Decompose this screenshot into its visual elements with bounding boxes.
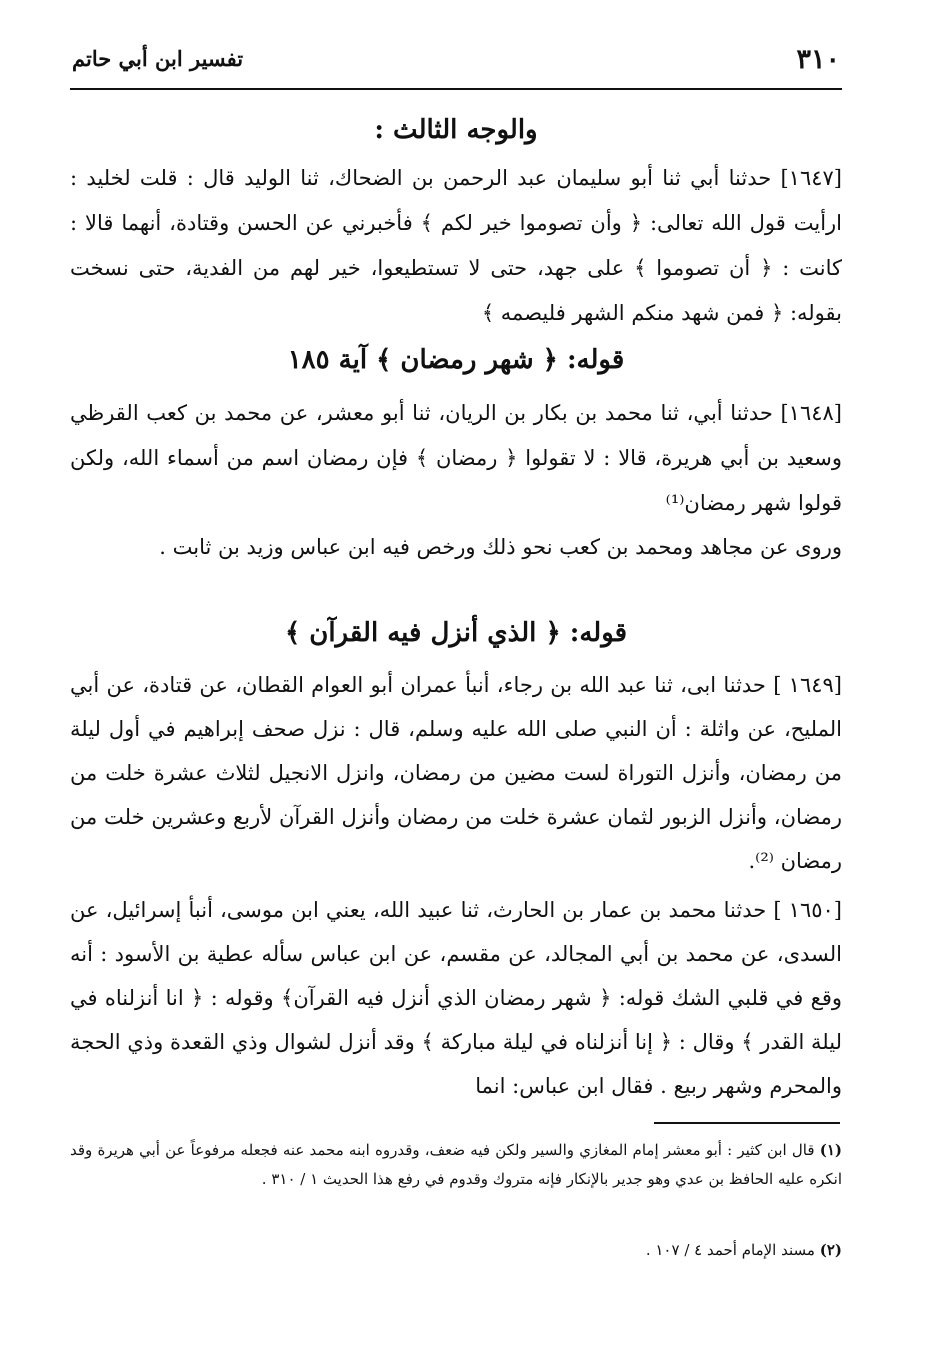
footnote-1-text: قال ابن كثير : أبو معشر إمام المغازي والسير ولكن فيه ضعف، وقدروه ابنه محمد عنه فجعله مرفوعاً عن أبي هريرة وقد انكره عليه الحافظ بن عدي وهو جدير بالإنكار فإنه متروك وقدوم في رفع هذا الحديث ١ / ٣١٠ . xyxy=(70,1141,842,1188)
paragraph-1647: [١٦٤٧] حدثنا أبي ثنا أبو سليمان عبد الرحمن بن الضحاك، ثنا الوليد قال : قلت لخليد : ارأيت قول الله تعالى: ﴿ وأن تصوموا خير لكم ﴾ فأخبرني عن الحسن وقتادة، أنهما قالا : كانت : ﴿ أن تصوموا ﴾ على جهد، حتى لا تستطيعوا، خير لهم من الفدية، حتى نسخت بقوله: ﴿ فمن شهد منكم الشهر فليصمه ﴾ xyxy=(70,166,842,325)
footnote-2-number: (٢) xyxy=(819,1241,842,1259)
footnote-2-text: مسند الإمام أحمد ٤ / ١٠٧ . xyxy=(645,1241,815,1259)
section-heading-shahr-ramadan: قوله: ﴿ شهر رمضان ﴾ آية ١٨٥ xyxy=(287,345,625,375)
running-title: تفسير ابن أبي حاتم xyxy=(72,46,244,71)
paragraph-1648: [١٦٤٨] حدثنا أبي، ثنا محمد بن بكار بن الريان، ثنا أبو معشر، عن محمد بن كعب القرظي وسعيد بن أبي هريرة، قالا : لا تقولوا ﴿ رمضان ﴾ فإن رمضان اسم من أسماء الله، ولكن قولوا شهر رمضان⁽¹⁾ xyxy=(70,401,842,515)
section-heading-third-aspect: والوجه الثالث : xyxy=(374,115,538,145)
page-number: ٣١٠ xyxy=(796,44,840,75)
footnote-1-number: (١) xyxy=(819,1141,842,1159)
paragraph-1649: [١٦٤٩ ] حدثنا ابى، ثنا عبد الله بن رجاء، أنبأ عمران أبو العوام القطان، عن قتادة، عن أبي المليح، عن واثلة : أن النبي صلى الله عليه وسلم، قال : نزل صحف إبراهيم في أول ليلة من رمضان، وأنزل التوراة لست مضين من رمضان، وانزل الانجيل لثلاث عشرة خلت من رمضان، وأنزل الزبور لثمان عشرة خلت من رمضان وأنزل القرآن لأربع وعشرين خلت من رمضان ⁽²⁾. xyxy=(70,673,842,873)
paragraph-1650: [١٦٥٠ ] حدثنا محمد بن عمار بن الحارث، ثنا عبيد الله، يعني ابن موسى، أنبأ إسرائيل، عن السدى، عن محمد بن أبي المجالد، عن مقسم، عن ابن عباس سأله عطية بن الأسود : أنه وقع في قلبي الشك قوله: ﴿ شهر رمضان الذي أنزل فيه القرآن﴾ وقوله : ﴿ انا أنزلناه في ليلة القدر ﴾ وقال : ﴿ إنا أنزلناه في ليلة مباركة ﴾ وقد أنزل لشوال وذي القعدة وذي الحجة والمحرم وشهر ربيع . فقال ابن عباس: انما xyxy=(70,898,842,1098)
footnote-2 xyxy=(70,1236,842,1265)
paragraph-narration: وروى عن مجاهد ومحمد بن كعب نحو ذلك ورخص فيه ابن عباس وزيد بن ثابت . xyxy=(159,535,842,559)
footnote-divider xyxy=(654,1122,840,1124)
section-heading-quran-revealed: قوله: ﴿ الذي أنزل فيه القرآن ﴾ xyxy=(284,618,628,648)
page-header xyxy=(70,38,842,90)
footnote-1 xyxy=(70,1136,842,1194)
